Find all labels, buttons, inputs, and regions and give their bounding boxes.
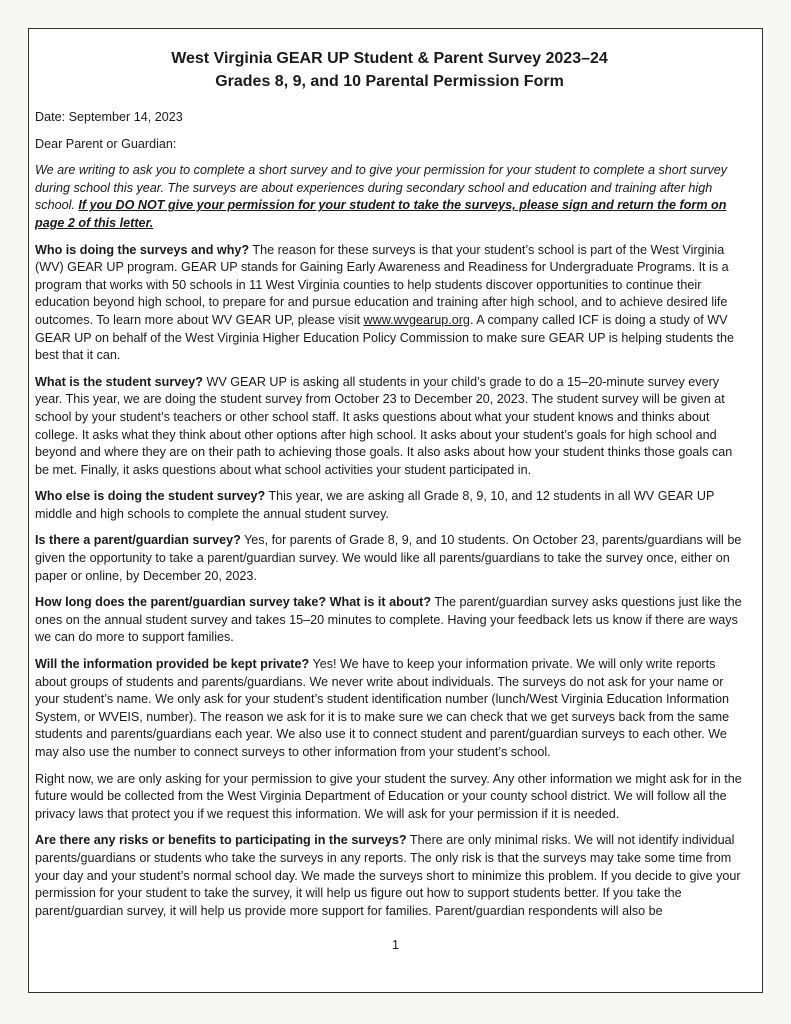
section-who-answer-2: . A company called ICF is doing a study of WV GEAR UP on behalf of the West Virginia Higher Education Policy Commission to make sure GEAR UP is helping students the best that it can. <box>35 312 735 363</box>
section-who-question: Who is doing the surveys and why? <box>35 242 250 257</box>
section-howlong-question: How long does the parent/guardian survey take? What is it about? <box>35 595 432 610</box>
wvgearup-link[interactable]: www.wvgearup.org <box>363 312 470 327</box>
section-parent-answer: Yes, for parents of Grade 8, 9, and 10 students. On October 23, parents/guardians will be given the opportunity to take a parent/guardian survey. We would like all parents/guardians to take the survey once, either on paper or online, by December 20, 2023. <box>35 533 742 583</box>
title-line-2: Grades 8, 9, and 10 Parental Permission Form <box>215 73 564 90</box>
letter-page <box>28 28 763 993</box>
section-parent <box>35 532 744 585</box>
intro-paragraph <box>35 162 744 232</box>
page-title <box>35 47 744 93</box>
page-number: 1 <box>391 938 399 952</box>
section-else-question: Who else is doing the student survey? <box>35 489 266 504</box>
section-else <box>35 488 744 523</box>
section-who <box>35 242 744 365</box>
section-else-answer: This year, we are asking all Grade 8, 9, 10, and 12 students in all WV GEAR UP middle and high schools to complete the annual student survey. <box>35 489 715 521</box>
section-private <box>35 656 744 762</box>
section-who-answer-1: The reason for these surveys is that your student’s school is part of the West Virginia (WV) GEAR UP program. GEAR UP stands for Gaining Early Awareness and Readiness for Undergraduate Programs. It is a program that works with 50 schools in 11 West Virginia counties to help students discover opportunities to continue their education beyond high school, to prepare for and pursue education and training after high school, and to achieve desired life outcomes. To learn more about WV GEAR UP, please visit <box>35 242 729 327</box>
section-risks-question: Are there any risks or benefits to participating in the surveys? <box>35 833 407 848</box>
section-rightnow: Right now, we are only asking for your permission to give your student the survey. Any other information we might ask for in the future would be collected from the West Virginia Department of Education or your county school district. We will follow all the privacy laws that protect you if we request this information. We will ask for your permission if it is needed. <box>35 771 742 821</box>
section-risks-answer: There are only minimal risks. We will not identify individual parents/guardians or students who take the surveys in any reports. The only risk is that the surveys may take some time from your day and your student’s normal school day. We made the surveys short to minimize this problem. If you decide to give your permission for your student to take the survey, it will help us figure out how to support students better. If you take the parent/guardian survey, it will help us provide more support for families. Parent/guardian respondents will also be <box>35 833 741 918</box>
salutation: Dear Parent or Guardian: <box>35 136 177 151</box>
section-howlong <box>35 594 744 647</box>
title-line-1: West Virginia GEAR UP Student & Parent Survey 2023–24 <box>171 50 608 67</box>
section-what-question: What is the student survey? <box>35 374 203 389</box>
intro-text: We are writing to ask you to complete a short survey and to give your permission for your student to complete a short survey during school this year. The surveys are about experiences during secondary school and education and training after high school. <box>35 163 728 213</box>
section-what <box>35 374 744 480</box>
letter-date: Date: September 14, 2023 <box>35 110 183 124</box>
section-howlong-answer: The parent/guardian survey asks questions just like the ones on the annual student survey and takes 15–20 minutes to complete. Having your feedback lets us know if there are ways we can do more to support families. <box>35 595 742 645</box>
section-risks <box>35 832 744 920</box>
section-private-answer: Yes! We have to keep your information private. We will only write reports about groups of students and parents/guardians. We never write about individuals. The surveys do not ask for your name or your student’s name. We only ask for your student’s student identification number (lunch/West Virginia Education Information System, or WVEIS, number). The reason we ask for it is to make sure we can check that we get surveys back from the same students and parents/guardians each year. We also use it to connect student and parent/guardian surveys to each other. We may also use the number to connect surveys to other information from your student’s school. <box>35 657 730 759</box>
section-parent-question: Is there a parent/guardian survey? <box>35 533 241 548</box>
section-private-question: Will the information provided be kept private? <box>35 657 310 672</box>
section-what-answer: WV GEAR UP is asking all students in your child’s grade to do a 15–20-minute survey every year. This year, we are doing the student survey from October 23 to December 20, 2023. The student survey will be given at school by your student’s teachers or other school staff. It asks questions about what your student knows and thinks about college. It asks what they think about other options after high school. It asks about your student’s goals for high school and beyond and where they are on their path to achieving those goals. It also asks about how your student thinks those goals can be met. Finally, it asks questions about what school activities your student participated in. <box>35 374 733 477</box>
intro-emphasis: If you DO NOT give your permission for your student to take the surveys, please sign and return the form on page 2 of this letter. <box>35 198 727 230</box>
